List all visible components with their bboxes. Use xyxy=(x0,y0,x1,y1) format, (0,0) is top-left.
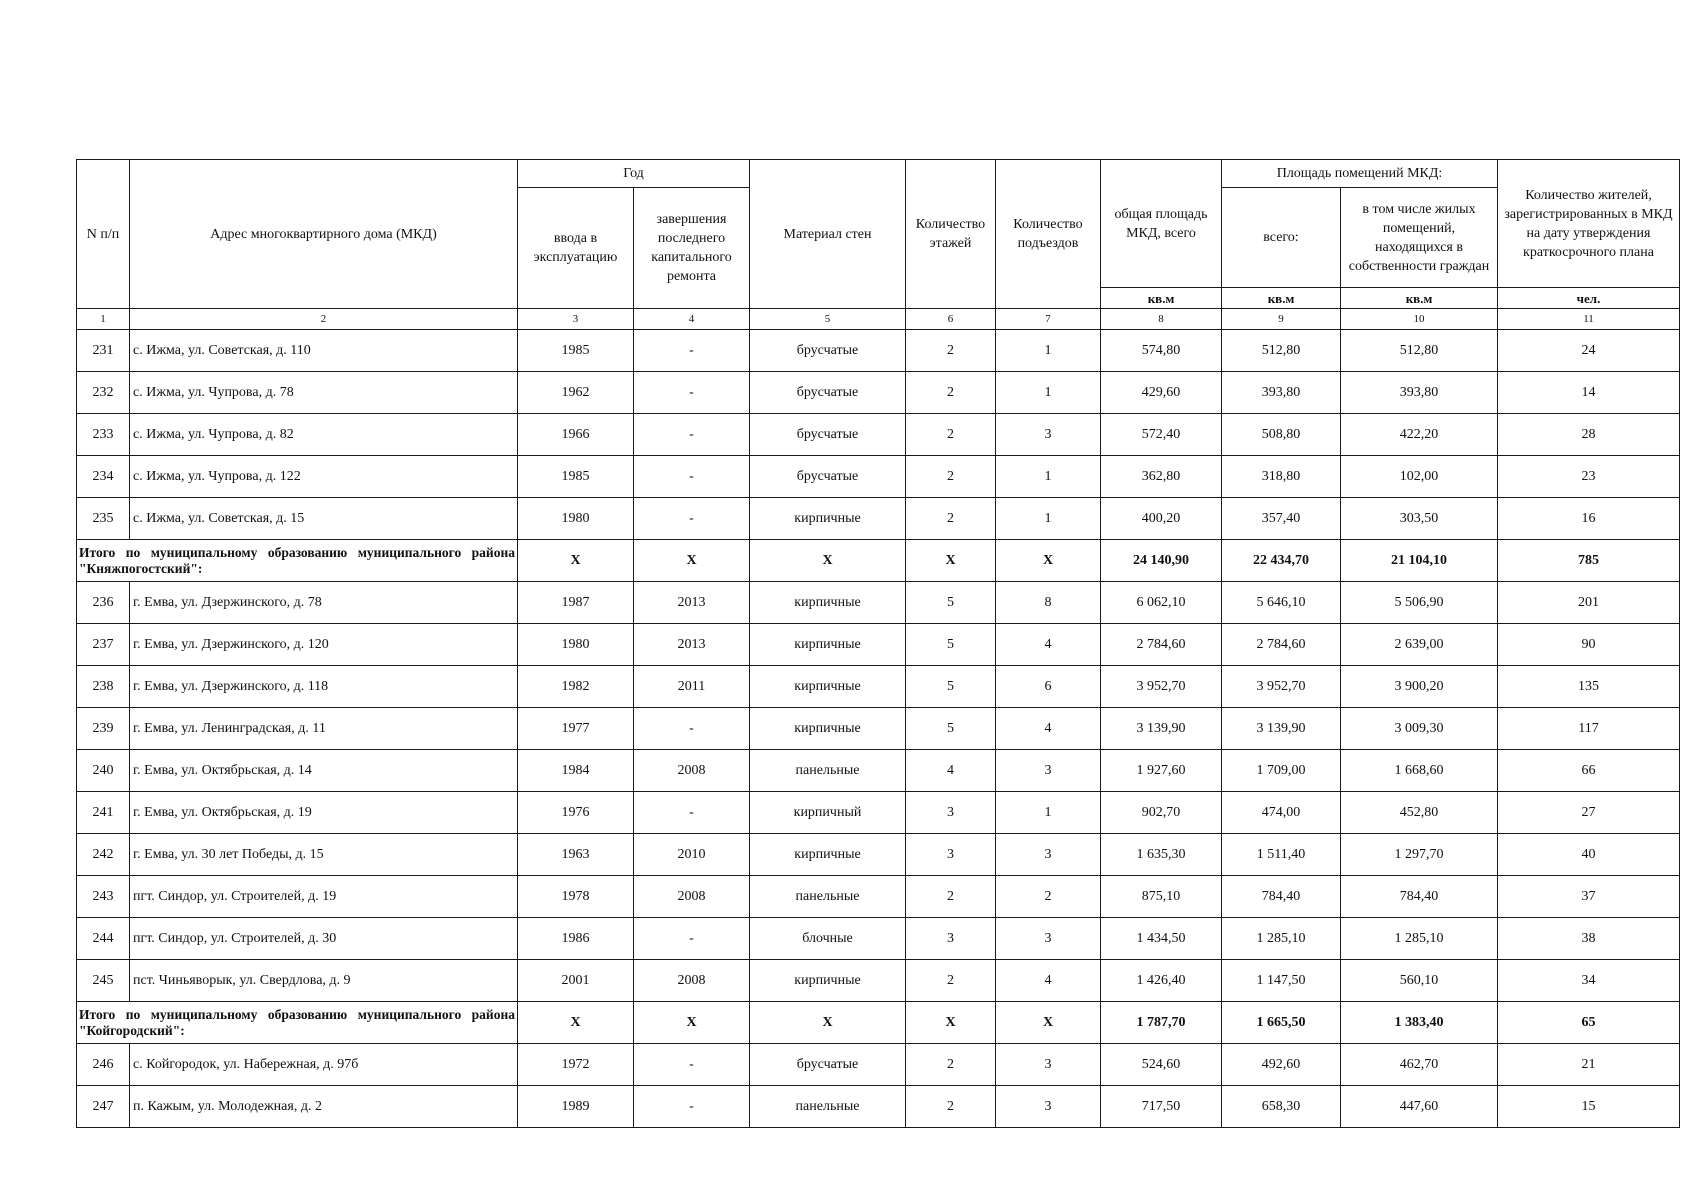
row-wall-material: кирпичные xyxy=(750,834,906,876)
row-number: 245 xyxy=(77,960,130,1002)
row-year-repair: - xyxy=(634,1086,750,1128)
total-year-commission: X xyxy=(518,540,634,582)
row-year-repair: 2011 xyxy=(634,666,750,708)
row-year-repair: - xyxy=(634,330,750,372)
row-year-repair: - xyxy=(634,498,750,540)
row-residents: 90 xyxy=(1498,624,1680,666)
table-row xyxy=(77,666,1680,708)
row-year-commission: 2001 xyxy=(518,960,634,1002)
row-wall-material: брусчатые xyxy=(750,1044,906,1086)
row-year-repair: - xyxy=(634,708,750,750)
row-premises-total: 492,60 xyxy=(1222,1044,1341,1086)
column-number: 11 xyxy=(1498,309,1680,330)
total-floors: X xyxy=(906,540,996,582)
row-floors: 5 xyxy=(906,624,996,666)
row-floors: 2 xyxy=(906,456,996,498)
row-premises-total: 393,80 xyxy=(1222,372,1341,414)
row-entrances: 3 xyxy=(996,918,1101,960)
row-entrances: 1 xyxy=(996,372,1101,414)
row-year-repair: - xyxy=(634,1044,750,1086)
total-year-repair: X xyxy=(634,540,750,582)
total-residents: 785 xyxy=(1498,540,1680,582)
column-number: 8 xyxy=(1101,309,1222,330)
table-row xyxy=(77,918,1680,960)
row-year-repair: 2008 xyxy=(634,750,750,792)
row-wall-material: кирпичные xyxy=(750,624,906,666)
total-floors: X xyxy=(906,1002,996,1044)
row-address: с. Ижма, ул. Чупрова, д. 78 xyxy=(130,372,518,414)
row-residents: 24 xyxy=(1498,330,1680,372)
row-year-commission: 1976 xyxy=(518,792,634,834)
row-premises-total: 1 511,40 xyxy=(1222,834,1341,876)
row-premises-citizens: 1 285,10 xyxy=(1341,918,1498,960)
document-sheet xyxy=(76,159,1679,1128)
row-number: 237 xyxy=(77,624,130,666)
table-row xyxy=(77,1086,1680,1128)
row-wall-material: кирпичные xyxy=(750,708,906,750)
table-row xyxy=(77,372,1680,414)
table-row xyxy=(77,498,1680,540)
header-premises-area: Площадь помещений МКД: xyxy=(1222,160,1498,188)
header-premises-citizens: в том числе жилых помещений, находящихся в собственности граждан xyxy=(1341,188,1498,288)
row-entrances: 3 xyxy=(996,1086,1101,1128)
table-row xyxy=(77,792,1680,834)
row-year-commission: 1963 xyxy=(518,834,634,876)
row-residents: 27 xyxy=(1498,792,1680,834)
total-entrances: X xyxy=(996,540,1101,582)
row-entrances: 3 xyxy=(996,414,1101,456)
total-label: Итого по муниципальному образованию муниципального района "Княжпогостский": xyxy=(77,540,518,582)
row-entrances: 1 xyxy=(996,456,1101,498)
row-total-area: 2 784,60 xyxy=(1101,624,1222,666)
row-year-commission: 1985 xyxy=(518,330,634,372)
table-header xyxy=(77,160,1680,330)
row-premises-citizens: 422,20 xyxy=(1341,414,1498,456)
row-total-area: 3 139,90 xyxy=(1101,708,1222,750)
row-residents: 15 xyxy=(1498,1086,1680,1128)
row-address: г. Емва, ул. 30 лет Победы, д. 15 xyxy=(130,834,518,876)
column-number: 1 xyxy=(77,309,130,330)
row-address: пст. Чиньяворык, ул. Свердлова, д. 9 xyxy=(130,960,518,1002)
row-year-repair: 2013 xyxy=(634,624,750,666)
column-number: 4 xyxy=(634,309,750,330)
unit-premises-total: кв.м xyxy=(1222,288,1341,309)
table-row xyxy=(77,414,1680,456)
column-number-row xyxy=(77,309,1680,330)
row-year-commission: 1986 xyxy=(518,918,634,960)
table-row xyxy=(77,624,1680,666)
row-address: п. Кажым, ул. Молодежная, д. 2 xyxy=(130,1086,518,1128)
row-premises-total: 512,80 xyxy=(1222,330,1341,372)
row-year-repair: - xyxy=(634,372,750,414)
row-year-commission: 1985 xyxy=(518,456,634,498)
row-address: с. Ижма, ул. Чупрова, д. 122 xyxy=(130,456,518,498)
row-total-area: 1 426,40 xyxy=(1101,960,1222,1002)
row-wall-material: панельные xyxy=(750,876,906,918)
total-row xyxy=(77,1002,1680,1044)
column-number: 5 xyxy=(750,309,906,330)
row-premises-citizens: 462,70 xyxy=(1341,1044,1498,1086)
row-floors: 3 xyxy=(906,834,996,876)
row-premises-citizens: 1 297,70 xyxy=(1341,834,1498,876)
header-floors: Количество этажей xyxy=(906,160,996,309)
row-number: 231 xyxy=(77,330,130,372)
row-entrances: 4 xyxy=(996,708,1101,750)
row-total-area: 362,80 xyxy=(1101,456,1222,498)
row-address: г. Емва, ул. Октябрьская, д. 19 xyxy=(130,792,518,834)
row-wall-material: кирпичные xyxy=(750,666,906,708)
row-wall-material: брусчатые xyxy=(750,456,906,498)
row-residents: 117 xyxy=(1498,708,1680,750)
header-residents: Количество жителей, зарегистрированных в МКД на дату утверждения краткосрочного плана xyxy=(1498,160,1680,288)
row-premises-citizens: 102,00 xyxy=(1341,456,1498,498)
column-number: 9 xyxy=(1222,309,1341,330)
total-residents: 65 xyxy=(1498,1002,1680,1044)
header-material: Материал стен xyxy=(750,160,906,309)
row-floors: 2 xyxy=(906,960,996,1002)
row-premises-total: 1 285,10 xyxy=(1222,918,1341,960)
row-floors: 3 xyxy=(906,918,996,960)
row-address: г. Емва, ул. Дзержинского, д. 78 xyxy=(130,582,518,624)
table-row xyxy=(77,750,1680,792)
row-residents: 21 xyxy=(1498,1044,1680,1086)
row-address: г. Емва, ул. Дзержинского, д. 120 xyxy=(130,624,518,666)
row-number: 233 xyxy=(77,414,130,456)
header-year: Год xyxy=(518,160,750,188)
row-entrances: 1 xyxy=(996,792,1101,834)
row-address: г. Емва, ул. Дзержинского, д. 118 xyxy=(130,666,518,708)
row-residents: 66 xyxy=(1498,750,1680,792)
row-entrances: 3 xyxy=(996,750,1101,792)
row-year-commission: 1982 xyxy=(518,666,634,708)
row-premises-total: 357,40 xyxy=(1222,498,1341,540)
row-entrances: 3 xyxy=(996,834,1101,876)
header-address: Адрес многоквартирного дома (МКД) xyxy=(130,160,518,309)
row-floors: 2 xyxy=(906,372,996,414)
row-total-area: 6 062,10 xyxy=(1101,582,1222,624)
row-total-area: 572,40 xyxy=(1101,414,1222,456)
header-entrances: Количество подъездов xyxy=(996,160,1101,309)
column-number: 7 xyxy=(996,309,1101,330)
row-number: 242 xyxy=(77,834,130,876)
row-residents: 135 xyxy=(1498,666,1680,708)
table-row xyxy=(77,876,1680,918)
row-floors: 2 xyxy=(906,498,996,540)
unit-total-area: кв.м xyxy=(1101,288,1222,309)
row-total-area: 717,50 xyxy=(1101,1086,1222,1128)
row-number: 243 xyxy=(77,876,130,918)
row-residents: 14 xyxy=(1498,372,1680,414)
row-floors: 2 xyxy=(906,1044,996,1086)
row-residents: 16 xyxy=(1498,498,1680,540)
table-body xyxy=(77,330,1680,1128)
row-number: 241 xyxy=(77,792,130,834)
row-number: 246 xyxy=(77,1044,130,1086)
row-entrances: 3 xyxy=(996,1044,1101,1086)
row-number: 240 xyxy=(77,750,130,792)
table-row xyxy=(77,960,1680,1002)
row-floors: 5 xyxy=(906,666,996,708)
header-total-area: общая площадь МКД, всего xyxy=(1101,160,1222,288)
row-premises-citizens: 560,10 xyxy=(1341,960,1498,1002)
unit-premises-citizens: кв.м xyxy=(1341,288,1498,309)
row-floors: 2 xyxy=(906,330,996,372)
row-premises-citizens: 452,80 xyxy=(1341,792,1498,834)
row-premises-total: 3 952,70 xyxy=(1222,666,1341,708)
total-premises-citizens: 21 104,10 xyxy=(1341,540,1498,582)
total-row xyxy=(77,540,1680,582)
row-wall-material: кирпичные xyxy=(750,960,906,1002)
total-entrances: X xyxy=(996,1002,1101,1044)
row-wall-material: панельные xyxy=(750,750,906,792)
row-number: 244 xyxy=(77,918,130,960)
row-number: 239 xyxy=(77,708,130,750)
total-label: Итого по муниципальному образованию муниципального района "Койгородский": xyxy=(77,1002,518,1044)
column-number: 3 xyxy=(518,309,634,330)
table-row xyxy=(77,708,1680,750)
row-premises-total: 1 709,00 xyxy=(1222,750,1341,792)
column-number: 2 xyxy=(130,309,518,330)
header-year-commission: ввода в эксплуатацию xyxy=(518,188,634,309)
row-number: 235 xyxy=(77,498,130,540)
row-total-area: 429,60 xyxy=(1101,372,1222,414)
row-premises-citizens: 393,80 xyxy=(1341,372,1498,414)
row-premises-citizens: 512,80 xyxy=(1341,330,1498,372)
row-premises-total: 318,80 xyxy=(1222,456,1341,498)
table-row xyxy=(77,330,1680,372)
header-num: N п/п xyxy=(77,160,130,309)
row-total-area: 400,20 xyxy=(1101,498,1222,540)
row-year-commission: 1972 xyxy=(518,1044,634,1086)
row-year-repair: 2008 xyxy=(634,960,750,1002)
row-premises-total: 658,30 xyxy=(1222,1086,1341,1128)
row-entrances: 1 xyxy=(996,498,1101,540)
housing-table xyxy=(76,159,1680,1128)
row-residents: 201 xyxy=(1498,582,1680,624)
row-address: пгт. Синдор, ул. Строителей, д. 19 xyxy=(130,876,518,918)
row-premises-citizens: 3 009,30 xyxy=(1341,708,1498,750)
row-address: с. Ижма, ул. Советская, д. 110 xyxy=(130,330,518,372)
row-number: 232 xyxy=(77,372,130,414)
row-entrances: 4 xyxy=(996,624,1101,666)
row-number: 234 xyxy=(77,456,130,498)
row-total-area: 1 434,50 xyxy=(1101,918,1222,960)
row-wall-material: брусчатые xyxy=(750,330,906,372)
row-year-commission: 1980 xyxy=(518,498,634,540)
row-residents: 28 xyxy=(1498,414,1680,456)
row-premises-citizens: 2 639,00 xyxy=(1341,624,1498,666)
table-row xyxy=(77,834,1680,876)
row-premises-total: 5 646,10 xyxy=(1222,582,1341,624)
row-total-area: 875,10 xyxy=(1101,876,1222,918)
row-year-repair: 2010 xyxy=(634,834,750,876)
row-year-commission: 1962 xyxy=(518,372,634,414)
row-residents: 34 xyxy=(1498,960,1680,1002)
row-year-repair: - xyxy=(634,414,750,456)
row-entrances: 6 xyxy=(996,666,1101,708)
row-wall-material: кирпичные xyxy=(750,498,906,540)
row-floors: 4 xyxy=(906,750,996,792)
row-year-commission: 1978 xyxy=(518,876,634,918)
row-address: с. Ижма, ул. Советская, д. 15 xyxy=(130,498,518,540)
row-premises-total: 474,00 xyxy=(1222,792,1341,834)
row-year-repair: - xyxy=(634,918,750,960)
row-residents: 38 xyxy=(1498,918,1680,960)
total-year-commission: X xyxy=(518,1002,634,1044)
row-total-area: 3 952,70 xyxy=(1101,666,1222,708)
column-number: 6 xyxy=(906,309,996,330)
row-premises-citizens: 447,60 xyxy=(1341,1086,1498,1128)
row-residents: 37 xyxy=(1498,876,1680,918)
row-residents: 23 xyxy=(1498,456,1680,498)
row-premises-total: 2 784,60 xyxy=(1222,624,1341,666)
unit-residents: чел. xyxy=(1498,288,1680,309)
row-floors: 5 xyxy=(906,582,996,624)
row-entrances: 8 xyxy=(996,582,1101,624)
row-year-repair: - xyxy=(634,792,750,834)
row-floors: 2 xyxy=(906,1086,996,1128)
row-number: 238 xyxy=(77,666,130,708)
total-year-repair: X xyxy=(634,1002,750,1044)
row-premises-citizens: 784,40 xyxy=(1341,876,1498,918)
row-floors: 2 xyxy=(906,876,996,918)
row-year-repair: 2013 xyxy=(634,582,750,624)
row-year-repair: 2008 xyxy=(634,876,750,918)
row-entrances: 4 xyxy=(996,960,1101,1002)
total-premises: 22 434,70 xyxy=(1222,540,1341,582)
row-premises-total: 784,40 xyxy=(1222,876,1341,918)
row-entrances: 2 xyxy=(996,876,1101,918)
row-floors: 5 xyxy=(906,708,996,750)
total-premises: 1 665,50 xyxy=(1222,1002,1341,1044)
row-address: г. Емва, ул. Ленинградская, д. 11 xyxy=(130,708,518,750)
row-number: 247 xyxy=(77,1086,130,1128)
row-premises-total: 3 139,90 xyxy=(1222,708,1341,750)
row-total-area: 902,70 xyxy=(1101,792,1222,834)
total-wall-material: X xyxy=(750,540,906,582)
row-residents: 40 xyxy=(1498,834,1680,876)
row-address: пгт. Синдор, ул. Строителей, д. 30 xyxy=(130,918,518,960)
total-wall-material: X xyxy=(750,1002,906,1044)
row-total-area: 524,60 xyxy=(1101,1044,1222,1086)
row-year-commission: 1984 xyxy=(518,750,634,792)
row-premises-citizens: 5 506,90 xyxy=(1341,582,1498,624)
total-premises-citizens: 1 383,40 xyxy=(1341,1002,1498,1044)
row-floors: 2 xyxy=(906,414,996,456)
row-total-area: 1 927,60 xyxy=(1101,750,1222,792)
row-address: г. Емва, ул. Октябрьская, д. 14 xyxy=(130,750,518,792)
row-year-commission: 1980 xyxy=(518,624,634,666)
row-year-commission: 1989 xyxy=(518,1086,634,1128)
row-wall-material: панельные xyxy=(750,1086,906,1128)
table-row xyxy=(77,1044,1680,1086)
row-address: с. Ижма, ул. Чупрова, д. 82 xyxy=(130,414,518,456)
row-wall-material: блочные xyxy=(750,918,906,960)
row-wall-material: кирпичный xyxy=(750,792,906,834)
row-premises-total: 508,80 xyxy=(1222,414,1341,456)
row-total-area: 574,80 xyxy=(1101,330,1222,372)
row-premises-citizens: 303,50 xyxy=(1341,498,1498,540)
table-row xyxy=(77,582,1680,624)
row-entrances: 1 xyxy=(996,330,1101,372)
row-wall-material: кирпичные xyxy=(750,582,906,624)
row-year-repair: - xyxy=(634,456,750,498)
total-area: 1 787,70 xyxy=(1101,1002,1222,1044)
row-floors: 3 xyxy=(906,792,996,834)
row-total-area: 1 635,30 xyxy=(1101,834,1222,876)
row-year-commission: 1966 xyxy=(518,414,634,456)
row-premises-citizens: 1 668,60 xyxy=(1341,750,1498,792)
header-year-repair: завершения последнего капитального ремонта xyxy=(634,188,750,309)
row-premises-citizens: 3 900,20 xyxy=(1341,666,1498,708)
row-year-commission: 1977 xyxy=(518,708,634,750)
table-row xyxy=(77,456,1680,498)
row-wall-material: брусчатые xyxy=(750,414,906,456)
header-premises-total: всего: xyxy=(1222,188,1341,288)
total-area: 24 140,90 xyxy=(1101,540,1222,582)
row-address: с. Койгородок, ул. Набережная, д. 97б xyxy=(130,1044,518,1086)
row-wall-material: брусчатые xyxy=(750,372,906,414)
row-number: 236 xyxy=(77,582,130,624)
row-year-commission: 1987 xyxy=(518,582,634,624)
row-premises-total: 1 147,50 xyxy=(1222,960,1341,1002)
column-number: 10 xyxy=(1341,309,1498,330)
